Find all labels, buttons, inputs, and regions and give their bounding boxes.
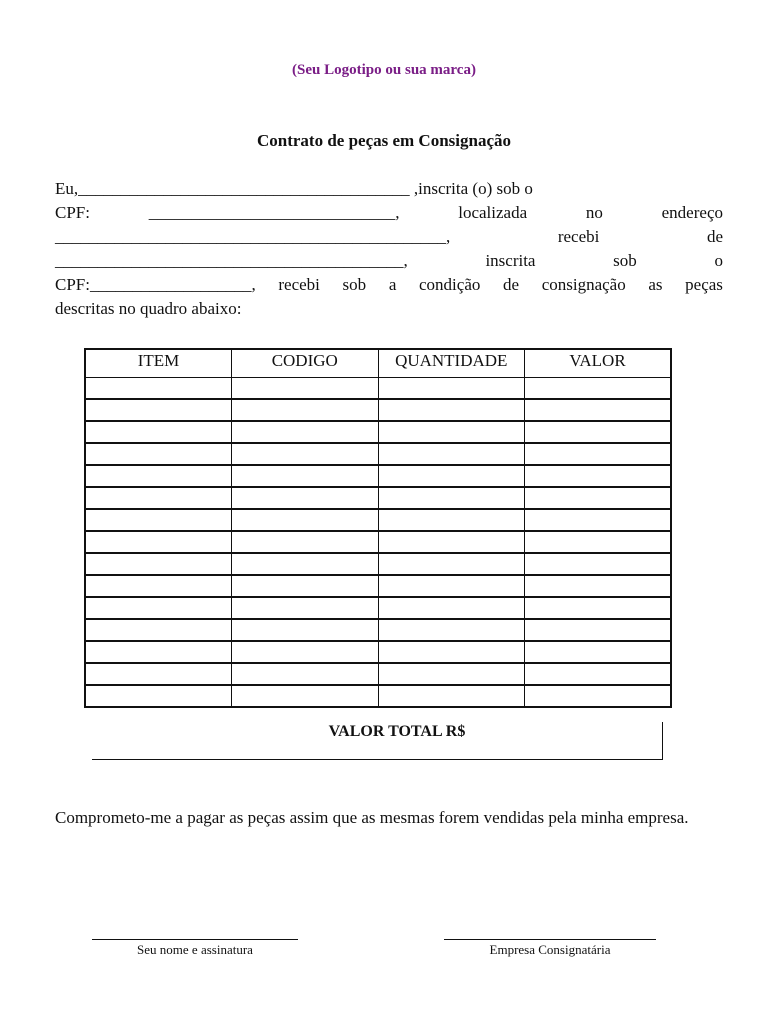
table-cell — [525, 685, 672, 707]
table-cell — [232, 509, 379, 531]
signature-caption-company: Empresa Consignatária — [489, 942, 611, 957]
table-row — [85, 378, 671, 400]
table-body — [85, 378, 671, 708]
paragraph-segment: de — [503, 275, 520, 294]
table-cell — [378, 597, 525, 619]
table-cell — [378, 531, 525, 553]
table-header-row — [85, 349, 671, 378]
table-cell — [232, 575, 379, 597]
paragraph-line-3 — [55, 225, 723, 249]
table-cell — [85, 641, 232, 663]
table-cell — [525, 575, 672, 597]
table-cell — [378, 663, 525, 685]
table-cell — [85, 465, 232, 487]
paragraph-segment: recebi — [557, 227, 600, 246]
contract-paragraph — [55, 177, 723, 321]
column-header-quantidade: QUANTIDADE — [378, 349, 525, 378]
paragraph-segment: localizada — [458, 203, 528, 222]
paragraph-segment: peças — [685, 275, 723, 294]
table-row — [85, 685, 671, 707]
table-cell — [85, 619, 232, 641]
document-title: Contrato de peças em Consignação — [256, 131, 512, 150]
table-cell — [85, 399, 232, 421]
signature-line-client — [92, 939, 298, 958]
paragraph-segment: CPF:___________________, — [55, 275, 256, 294]
table-row — [85, 487, 671, 509]
table-cell — [378, 553, 525, 575]
table-cell — [85, 487, 232, 509]
table-cell — [525, 553, 672, 575]
paragraph-segment: descritas no quadro abaixo: — [55, 299, 242, 318]
table-cell — [525, 663, 672, 685]
table-cell — [378, 443, 525, 465]
table-cell — [378, 575, 525, 597]
table-cell — [232, 399, 379, 421]
table-row — [85, 597, 671, 619]
consignment-items-table — [84, 348, 672, 708]
paragraph-line-1 — [55, 177, 723, 201]
signature-caption-client: Seu nome e assinatura — [137, 942, 253, 957]
column-header-valor: VALOR — [525, 349, 672, 378]
table-cell — [525, 378, 672, 400]
table-cell — [232, 465, 379, 487]
table-cell — [378, 509, 525, 531]
table-cell — [232, 553, 379, 575]
table-cell — [525, 487, 672, 509]
table-row — [85, 619, 671, 641]
table-row — [85, 399, 671, 421]
table-cell — [378, 378, 525, 400]
paragraph-line-2 — [55, 201, 723, 225]
table-cell — [85, 531, 232, 553]
table-cell — [525, 509, 672, 531]
table-row — [85, 575, 671, 597]
column-header-codigo: CODIGO — [232, 349, 379, 378]
table-row — [85, 509, 671, 531]
paragraph-segment: sob — [613, 251, 637, 270]
paragraph-line-4 — [55, 249, 723, 273]
paragraph-line-5 — [55, 273, 723, 297]
total-label: VALOR TOTAL R$ — [328, 723, 466, 740]
table-cell — [232, 663, 379, 685]
table-cell — [378, 399, 525, 421]
paragraph-segment: recebi — [278, 275, 320, 294]
table-cell — [85, 597, 232, 619]
table-row — [85, 443, 671, 465]
table-cell — [525, 641, 672, 663]
table-cell — [85, 509, 232, 531]
table-cell — [85, 378, 232, 400]
table-cell — [525, 531, 672, 553]
table-cell — [232, 641, 379, 663]
table-cell — [85, 575, 232, 597]
table-cell — [232, 531, 379, 553]
table-cell — [232, 597, 379, 619]
paragraph-segment: condição — [419, 275, 481, 294]
paragraph-segment: sob — [342, 275, 367, 294]
paragraph-segment: de — [706, 227, 723, 246]
table-row — [85, 663, 671, 685]
table-cell — [232, 378, 379, 400]
table-cell — [232, 421, 379, 443]
table-cell — [378, 421, 525, 443]
table-cell — [232, 619, 379, 641]
table-cell — [378, 641, 525, 663]
table-cell — [525, 443, 672, 465]
table-cell — [378, 685, 525, 707]
table-cell — [85, 443, 232, 465]
table-row — [85, 531, 671, 553]
paragraph-segment: _____________________________, — [148, 203, 400, 222]
paragraph-segment: o — [714, 251, 723, 270]
column-header-item: ITEM — [85, 349, 232, 378]
paragraph-segment: endereço — [661, 203, 723, 222]
paragraph-segment: CPF: — [55, 203, 90, 222]
table-cell — [85, 421, 232, 443]
table-row — [85, 421, 671, 443]
paragraph-segment: a — [388, 275, 397, 294]
paragraph-line-6 — [55, 297, 723, 321]
table-cell — [85, 663, 232, 685]
table-row — [85, 465, 671, 487]
paragraph-segment: ______________________________________________, — [55, 227, 451, 246]
paragraph-segment: as — [648, 275, 663, 294]
commitment-statement: Comprometo-me a pagar as peças assim que as mesmas forem vendidas pela minha empresa. — [55, 808, 689, 827]
table-row — [85, 553, 671, 575]
logo-placeholder: (Seu Logotipo ou sua marca) — [292, 62, 476, 78]
signature-line-company — [444, 939, 656, 958]
table-cell — [378, 487, 525, 509]
table-cell — [525, 597, 672, 619]
table-cell — [525, 421, 672, 443]
table-cell — [525, 465, 672, 487]
paragraph-segment: _________________________________________, — [55, 251, 408, 270]
table-cell — [85, 553, 232, 575]
paragraph-segment: inscrita — [485, 251, 536, 270]
paragraph-segment: consignação — [541, 275, 626, 294]
table-cell — [232, 443, 379, 465]
paragraph-segment: Eu,_______________________________________ ,inscrita (o) sob o — [55, 179, 533, 198]
table-cell — [525, 619, 672, 641]
table-cell — [85, 685, 232, 707]
table-cell — [378, 619, 525, 641]
table-cell — [232, 487, 379, 509]
table-cell — [378, 465, 525, 487]
paragraph-segment: no — [585, 203, 603, 222]
table-cell — [525, 399, 672, 421]
table-cell — [232, 685, 379, 707]
table-row — [85, 641, 671, 663]
